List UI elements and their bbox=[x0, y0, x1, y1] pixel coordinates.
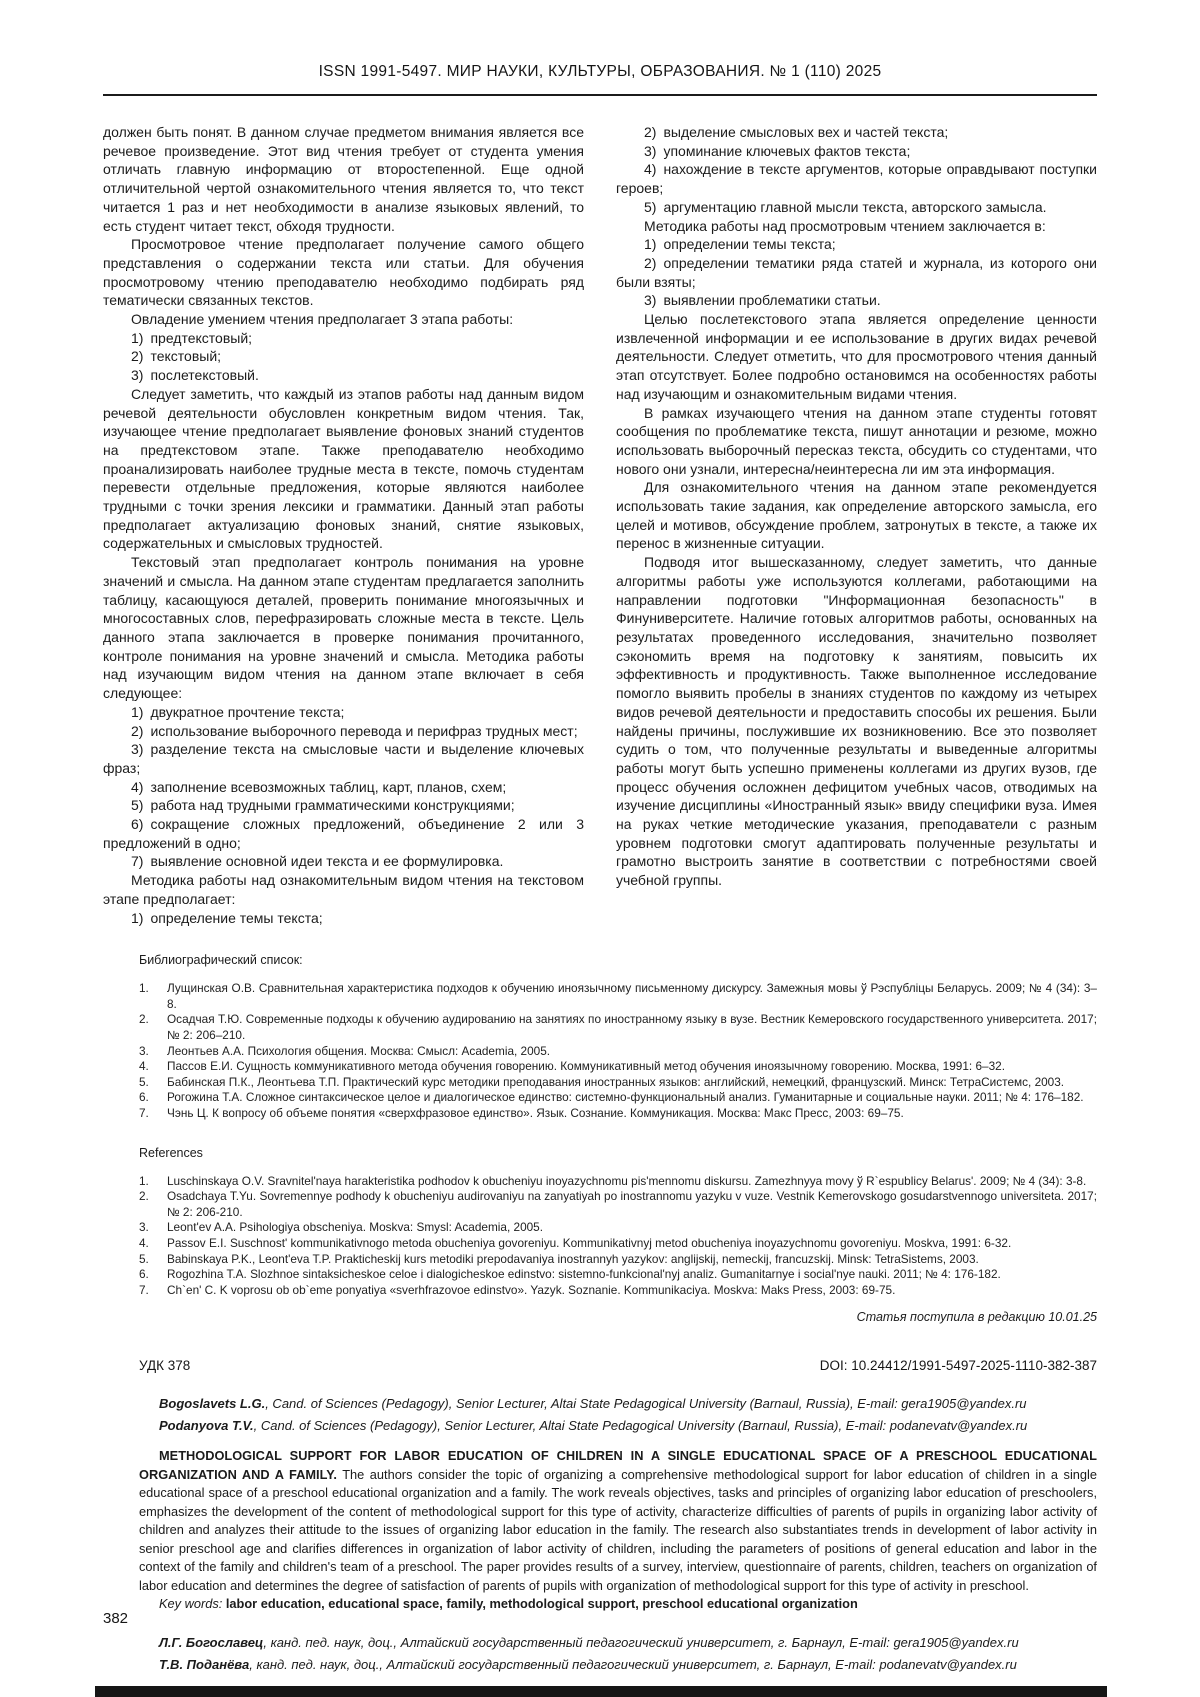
item-number: 5. bbox=[139, 1251, 149, 1266]
article-body bbox=[103, 123, 1097, 927]
item-text: Чэнь Ц. К вопросу об объеме понятия «сверхфразовое единство». Язык. Сознание. Коммуникация. Москва: Макс Пресс, 2003: 69–75. bbox=[167, 1105, 904, 1120]
item-text: Рогожина Т.А. Сложное синтаксическое целое и диалогическое единство: системно-функциональный анализ. Гуманитарные и социальные науки. 2011; № 4: 176–182. bbox=[167, 1090, 1084, 1105]
author-line-en bbox=[139, 1393, 1097, 1415]
reference-item bbox=[139, 1283, 1097, 1299]
list-item: 5) аргументацию главной мысли текста, авторского замысла. bbox=[644, 198, 1047, 215]
bibliography-item bbox=[139, 1075, 1097, 1091]
list-item: 7) выявление основной идеи текста и ее формулировка. bbox=[131, 853, 504, 870]
reference-item bbox=[139, 1252, 1097, 1268]
paragraph: Овладение умением чтения предполагает 3 этапа работы: bbox=[131, 311, 514, 328]
bibliography-item bbox=[139, 981, 1097, 1012]
list-item: 4) нахождение в тексте аргументов, которые оправдывают поступки героев; bbox=[616, 161, 1097, 197]
item-number: 7. bbox=[139, 1282, 149, 1297]
paragraph: Следует заметить, что каждый из этапов работы над данным видом речевой деятельности обусловлен конкретным видом чтения. Так, изучающее чтение предполагает выявление фоновых знаний студентов на предтекстовом этапе. Также преподавателю необходимо проанализировать наиболее трудные места в тексте, помочь студентам перевести отдельные предложения, которые являются наиболее трудными с точки зрения лексики и грамматики. Данный этап работы предполагает актуализацию фоновых знаний, снятие языковых, содержательных и смысловых трудностей. bbox=[103, 385, 584, 552]
item-number: 5. bbox=[139, 1074, 149, 1089]
header-rule bbox=[103, 94, 1097, 96]
reference-item bbox=[139, 1267, 1097, 1283]
keywords-text: labor education, educational space, family, methodological support, preschool educational organization bbox=[225, 1596, 858, 1612]
article-column-left bbox=[103, 123, 584, 927]
item-number: 1. bbox=[139, 981, 149, 996]
author-line-en bbox=[139, 1415, 1097, 1437]
paragraph: Методика работы над просмотровым чтением заключается в: bbox=[644, 217, 1046, 234]
item-text: Leont'ev A.A. Psihologiya obscheniya. Moskva: Smysl: Academia, 2005. bbox=[167, 1220, 544, 1235]
author-details: , Cand. of Sciences (Pedagogy), Senior Lecturer, Altai State Pedagogical University (Barnaul, Russia), E-mail: podanevatv@yandex.ru bbox=[253, 1418, 1028, 1434]
list-item: 6) сокращение сложных предложений, объединение 2 или 3 предложений в одно; bbox=[103, 816, 584, 851]
list-item: 5) работа над трудными грамматическими конструкциями; bbox=[131, 797, 515, 814]
paragraph: Методика работы над ознакомительным видом чтения на текстовом этапе предполагает: bbox=[103, 872, 584, 907]
item-text: Osadchaya T.Yu. Sovremennye podhody k obucheniyu audirovaniyu na zanyatiyah po inostrannomu yazyku v vuze. Vestnik Kemerovskogo gosudarstvennogo universiteta. 2017; № 2: 206-210. bbox=[167, 1189, 1097, 1219]
abstract-text: The authors consider the topic of organizing a comprehensive methodological support for labor education of children in a single educational space of a preschool educational organization and a family. The work reveals objectives, tasks and principles of organizing labor education of preschoolers, emphasizes the development of the content of methodological support for this type of activity, characterize difficulties of parents of pupils in organizing labor activity of children and analyzes their attitude to the issues of organizing labor education in the family. The research also substantiates trends in development of labor activity in senior preschool age and clarifies differences in organization of labor activity of children, including the parameters of positions of general education and labor in the context of the family and children's team of a preschool. The paper provides results of a survey, interview, questionnaire of parents, children, teachers on organization of labor education and determines the degree of satisfaction of parents of pupils with organization of methodological support for this type of activity in preschool. bbox=[139, 1466, 1097, 1593]
author-details: , канд. пед. наук, доц., Алтайский государственный педагогический университет, г. Барнаул, E-mail: podanevatv@yandex.ru bbox=[249, 1656, 1017, 1672]
author-line-ru bbox=[139, 1632, 1097, 1654]
item-text: Леонтьев А.А. Психология общения. Москва: Смысл: Academia, 2005. bbox=[167, 1043, 551, 1058]
paragraph: Подводя итог вышесказанному, следует заметить, что данные алгоритмы работы уже используются коллегами, работающими на направлении подготовки "Информационная безопасность" в Финуниверситете. Наличие готовых алгоритмов работы, основанных на результатах проведенного исследования, значительно позволяет сэкономить время на подготовку к занятиям, повысить их эффективность и продуктивность. Также выполненное исследование помогло выявить пробелы в знаниях студентов по каждому из четырех видов речевой деятельности и предоставить способы их решения. Были найдены причины, послужившие их возникновению. Все это позволяет судить о том, что полученные результаты и выведенные алгоритмы работы могут быть успешно применены коллегами из других вузов, где процесс обучения осложнен дефицитом учебных часов, отводимых на изучение дисциплины «Иностранный язык» ввиду специфики вуза. Имея на руках четкие методические указания, преподаватели с разным уровнем подготовки смогут адаптировать полученные результаты и грамотно выстроить занятие в соответствии с потребностями своей учебной группы. bbox=[616, 554, 1097, 889]
references-title: References bbox=[139, 1145, 203, 1160]
received-note: Статья поступила в редакцию 10.01.25 bbox=[856, 1310, 1097, 1325]
author-name: Т.В. Поданёва bbox=[159, 1656, 250, 1672]
article-column-right bbox=[616, 123, 1097, 927]
page-number: 382 bbox=[103, 1610, 129, 1627]
item-number: 4. bbox=[139, 1235, 149, 1250]
author-name: Bogoslavets L.G. bbox=[159, 1396, 266, 1412]
item-number: 3. bbox=[139, 1220, 149, 1235]
list-item: 2) определении тематики ряда статей и журнала, из которого они были взяты; bbox=[616, 254, 1097, 290]
udc-doi-row bbox=[139, 1358, 1097, 1373]
list-item: 3) упоминание ключевых фактов текста; bbox=[644, 142, 911, 159]
paragraph: Текстовый этап предполагает контроль понимания на уровне значений и смысла. На данном этапе студентам предлагается заполнить таблицу, касающуюся деталей, проверить понимание многоязычных и многосоставных слов, перефразировать сложные места в тексте. Цель данного этапа заключается в проверке понимания прочитанного, контроле понимания на уровне значений и смысла. Методика работы над изучающим видом чтения на данном этапе включает в себя следующее: bbox=[103, 554, 584, 702]
bibliography-item bbox=[139, 1059, 1097, 1075]
author-name: Podanyova T.V. bbox=[159, 1418, 254, 1434]
keywords-label: Key words: bbox=[159, 1596, 223, 1612]
paragraph: должен быть понят. В данном случае предметом внимания является все речевое произведение. Этот вид чтения требует от студента умения отличать главную информацию от второстепенной. Еще одной отличительной чертой ознакомительного чтения является то, что текст читается 1 раз и нет необходимости в анализе языковых явлений, то есть студент читает текст, обходя трудности. bbox=[103, 124, 584, 234]
bibliography-item bbox=[139, 1090, 1097, 1106]
reference-item bbox=[139, 1189, 1097, 1220]
item-number: 2. bbox=[139, 1189, 149, 1204]
bibliography-list bbox=[139, 981, 1097, 1121]
item-text: Babinskaya P.K., Leont'eva T.P. Prakticheskij kurs metodiki prepodavaniya inostrannyh yazykov: anglijskij, nemeckij, francuzskij. Minsk: TetraSistems, 2003. bbox=[167, 1251, 979, 1266]
item-number: 7. bbox=[139, 1105, 149, 1120]
item-text: Лущинская О.В. Сравнительная характеристика подходов к обучению иноязычному письменному дискурсу. Замежныя мовы ў Рэспубліцы Беларусь. 2009; № 4 (34): 3–8. bbox=[167, 981, 1097, 1011]
list-item: 2) использование выборочного перевода и перифраз трудных мест; bbox=[131, 722, 578, 739]
bibliography-item bbox=[139, 1106, 1097, 1122]
item-number: 1. bbox=[139, 1173, 149, 1188]
list-item: 1) двукратное прочтение текста; bbox=[131, 703, 345, 720]
list-item: 2) текстовый; bbox=[131, 348, 222, 365]
reference-item bbox=[139, 1236, 1097, 1252]
scan-edge-bar bbox=[95, 1686, 1107, 1697]
author-details: , Cand. of Sciences (Pedagogy), Senior Lecturer, Altai State Pedagogical University (Barnaul, Russia), E-mail: gera1905@yandex.ru bbox=[265, 1396, 1027, 1412]
paragraph: Просмотровое чтение предполагает получение самого общего представления о содержании текста или статьи. Для обучения просмотровому чтению преподавателю необходимо подбирать ряд тематически связанных текстов. bbox=[103, 236, 584, 309]
item-text: Осадчая Т.Ю. Современные подходы к обучению аудированию на занятиях по иностранному языку в вузе. Вестник Кемеровского государственного университета. 2017; № 2: 206–210. bbox=[167, 1012, 1097, 1043]
author-line-ru bbox=[139, 1654, 1097, 1676]
item-number: 2. bbox=[139, 1012, 149, 1027]
item-text: Бабинская П.К., Леонтьева Т.П. Практический курс методики преподавания иностранных языков: английский, немецкий, французский. Минск: ТетраСистемс, 2003. bbox=[167, 1074, 1065, 1089]
list-item: 1) определение темы текста; bbox=[131, 909, 323, 926]
author-details: , канд. пед. наук, доц., Алтайский государственный педагогический университет, г. Барнаул, E-mail: gera1905@yandex.ru bbox=[263, 1634, 1019, 1650]
item-text: Ch`en' C. K voprosu ob ob`eme ponyatiya «sverhfrazovoe edinstvo». Yazyk. Soznanie. Kommunikaciya. Moskva: Maks Press, 2003: 69-75. bbox=[167, 1282, 896, 1297]
item-text: Luschinskaya O.V. Sravnitel'naya harakteristika podhodov k obucheniyu inoyazychnomu pis'mennomu diskursu. Zamezhnyya movy ў R`espublicy Belarus'. 2009; № 4 (34): 3-8. bbox=[167, 1173, 1087, 1188]
paragraph: В рамках изучающего чтения на данном этапе студенты готовят сообщения по проблематике текста, пишут аннотации и резюме, можно использовать выборочный пересказ текста, обсудить со студентами, что нового они узнали, интересна/неинтересна ли им эта информация. bbox=[616, 404, 1097, 477]
bibliography-title: Библиографический список: bbox=[139, 953, 303, 968]
list-item: 3) послетекстовый. bbox=[131, 367, 259, 384]
item-number: 4. bbox=[139, 1059, 149, 1074]
doi-label: DOI: 10.24412/1991-5497-2025-1110-382-387 bbox=[819, 1358, 1097, 1374]
paragraph: Для ознакомительного чтения на данном этапе рекомендуется использовать такие задания, как определение авторского замысла, его целей и мотивов, обсуждение проблем, затронутых в тексте, а также их перенос в жизненные ситуации. bbox=[616, 479, 1097, 552]
reference-item bbox=[139, 1220, 1097, 1236]
abstract-title: METHODOLOGICAL SUPPORT FOR LABOR EDUCATION OF CHILDREN IN A SINGLE EDUCATIONAL SPACE OF A PRESCHOOL EDUCATIONAL ORGANIZATION AND A FAMILY. bbox=[139, 1448, 1097, 1482]
list-item: 4) заполнение всевозможных таблиц, карт, планов, схем; bbox=[131, 778, 507, 795]
bibliography-item bbox=[139, 1012, 1097, 1043]
keywords-line bbox=[139, 1595, 1097, 1614]
references-list bbox=[139, 1174, 1097, 1299]
item-text: Пассов Е.И. Сущность коммуникативного метода обучения говорению. Коммуникативный метод обучения иноязычному говорению. Москва, 1991: 6–32. bbox=[167, 1059, 1006, 1074]
journal-header: ISSN 1991-5497. МИР НАУКИ, КУЛЬТУРЫ, ОБРАЗОВАНИЯ. № 1 (110) 2025 bbox=[318, 63, 882, 80]
list-item: 3) выявлении проблематики статьи. bbox=[644, 292, 881, 309]
author-name: Л.Г. Богославец bbox=[159, 1634, 264, 1650]
item-number: 6. bbox=[139, 1090, 149, 1105]
paragraph: Целью послетекстового этапа является определение ценности извлеченной информации и ее использование в других видах речевой деятельности. Следует отметить, что для просмотрового чтения данный этап отсутствует. Более подробно остановимся на особенностях работы над изучающим и ознакомительным видами чтения. bbox=[616, 311, 1097, 402]
item-text: Rogozhina T.A. Slozhnoe sintaksicheskoe celoe i dialogicheskoe edinstvo: sistemno-funkcional'nyj analiz. Gumanitarnye i social'nye nauki. 2011; № 4: 176-182. bbox=[167, 1267, 1001, 1282]
authors-en bbox=[139, 1393, 1097, 1437]
list-item: 3) разделение текста на смысловые части и выделение ключевых фраз; bbox=[103, 741, 584, 776]
list-item: 1) предтекстовый; bbox=[131, 329, 253, 346]
item-number: 6. bbox=[139, 1267, 149, 1282]
list-item: 2) выделение смысловых вех и частей текста; bbox=[644, 124, 949, 140]
list-item: 1) определении темы текста; bbox=[644, 236, 836, 253]
back-matter bbox=[139, 953, 1097, 1676]
abstract bbox=[139, 1447, 1097, 1595]
item-number: 3. bbox=[139, 1043, 149, 1058]
authors-ru bbox=[139, 1632, 1097, 1676]
udc-label: УДК 378 bbox=[139, 1358, 191, 1374]
item-text: Passov E.I. Suschnost' kommunikativnogo metoda obucheniya govoreniyu. Kommunikativnyj metod obucheniya inoyazychnomu govoreniyu. Moskva, 1991: 6-32. bbox=[167, 1235, 1012, 1250]
reference-item bbox=[139, 1174, 1097, 1190]
bibliography-item bbox=[139, 1044, 1097, 1060]
